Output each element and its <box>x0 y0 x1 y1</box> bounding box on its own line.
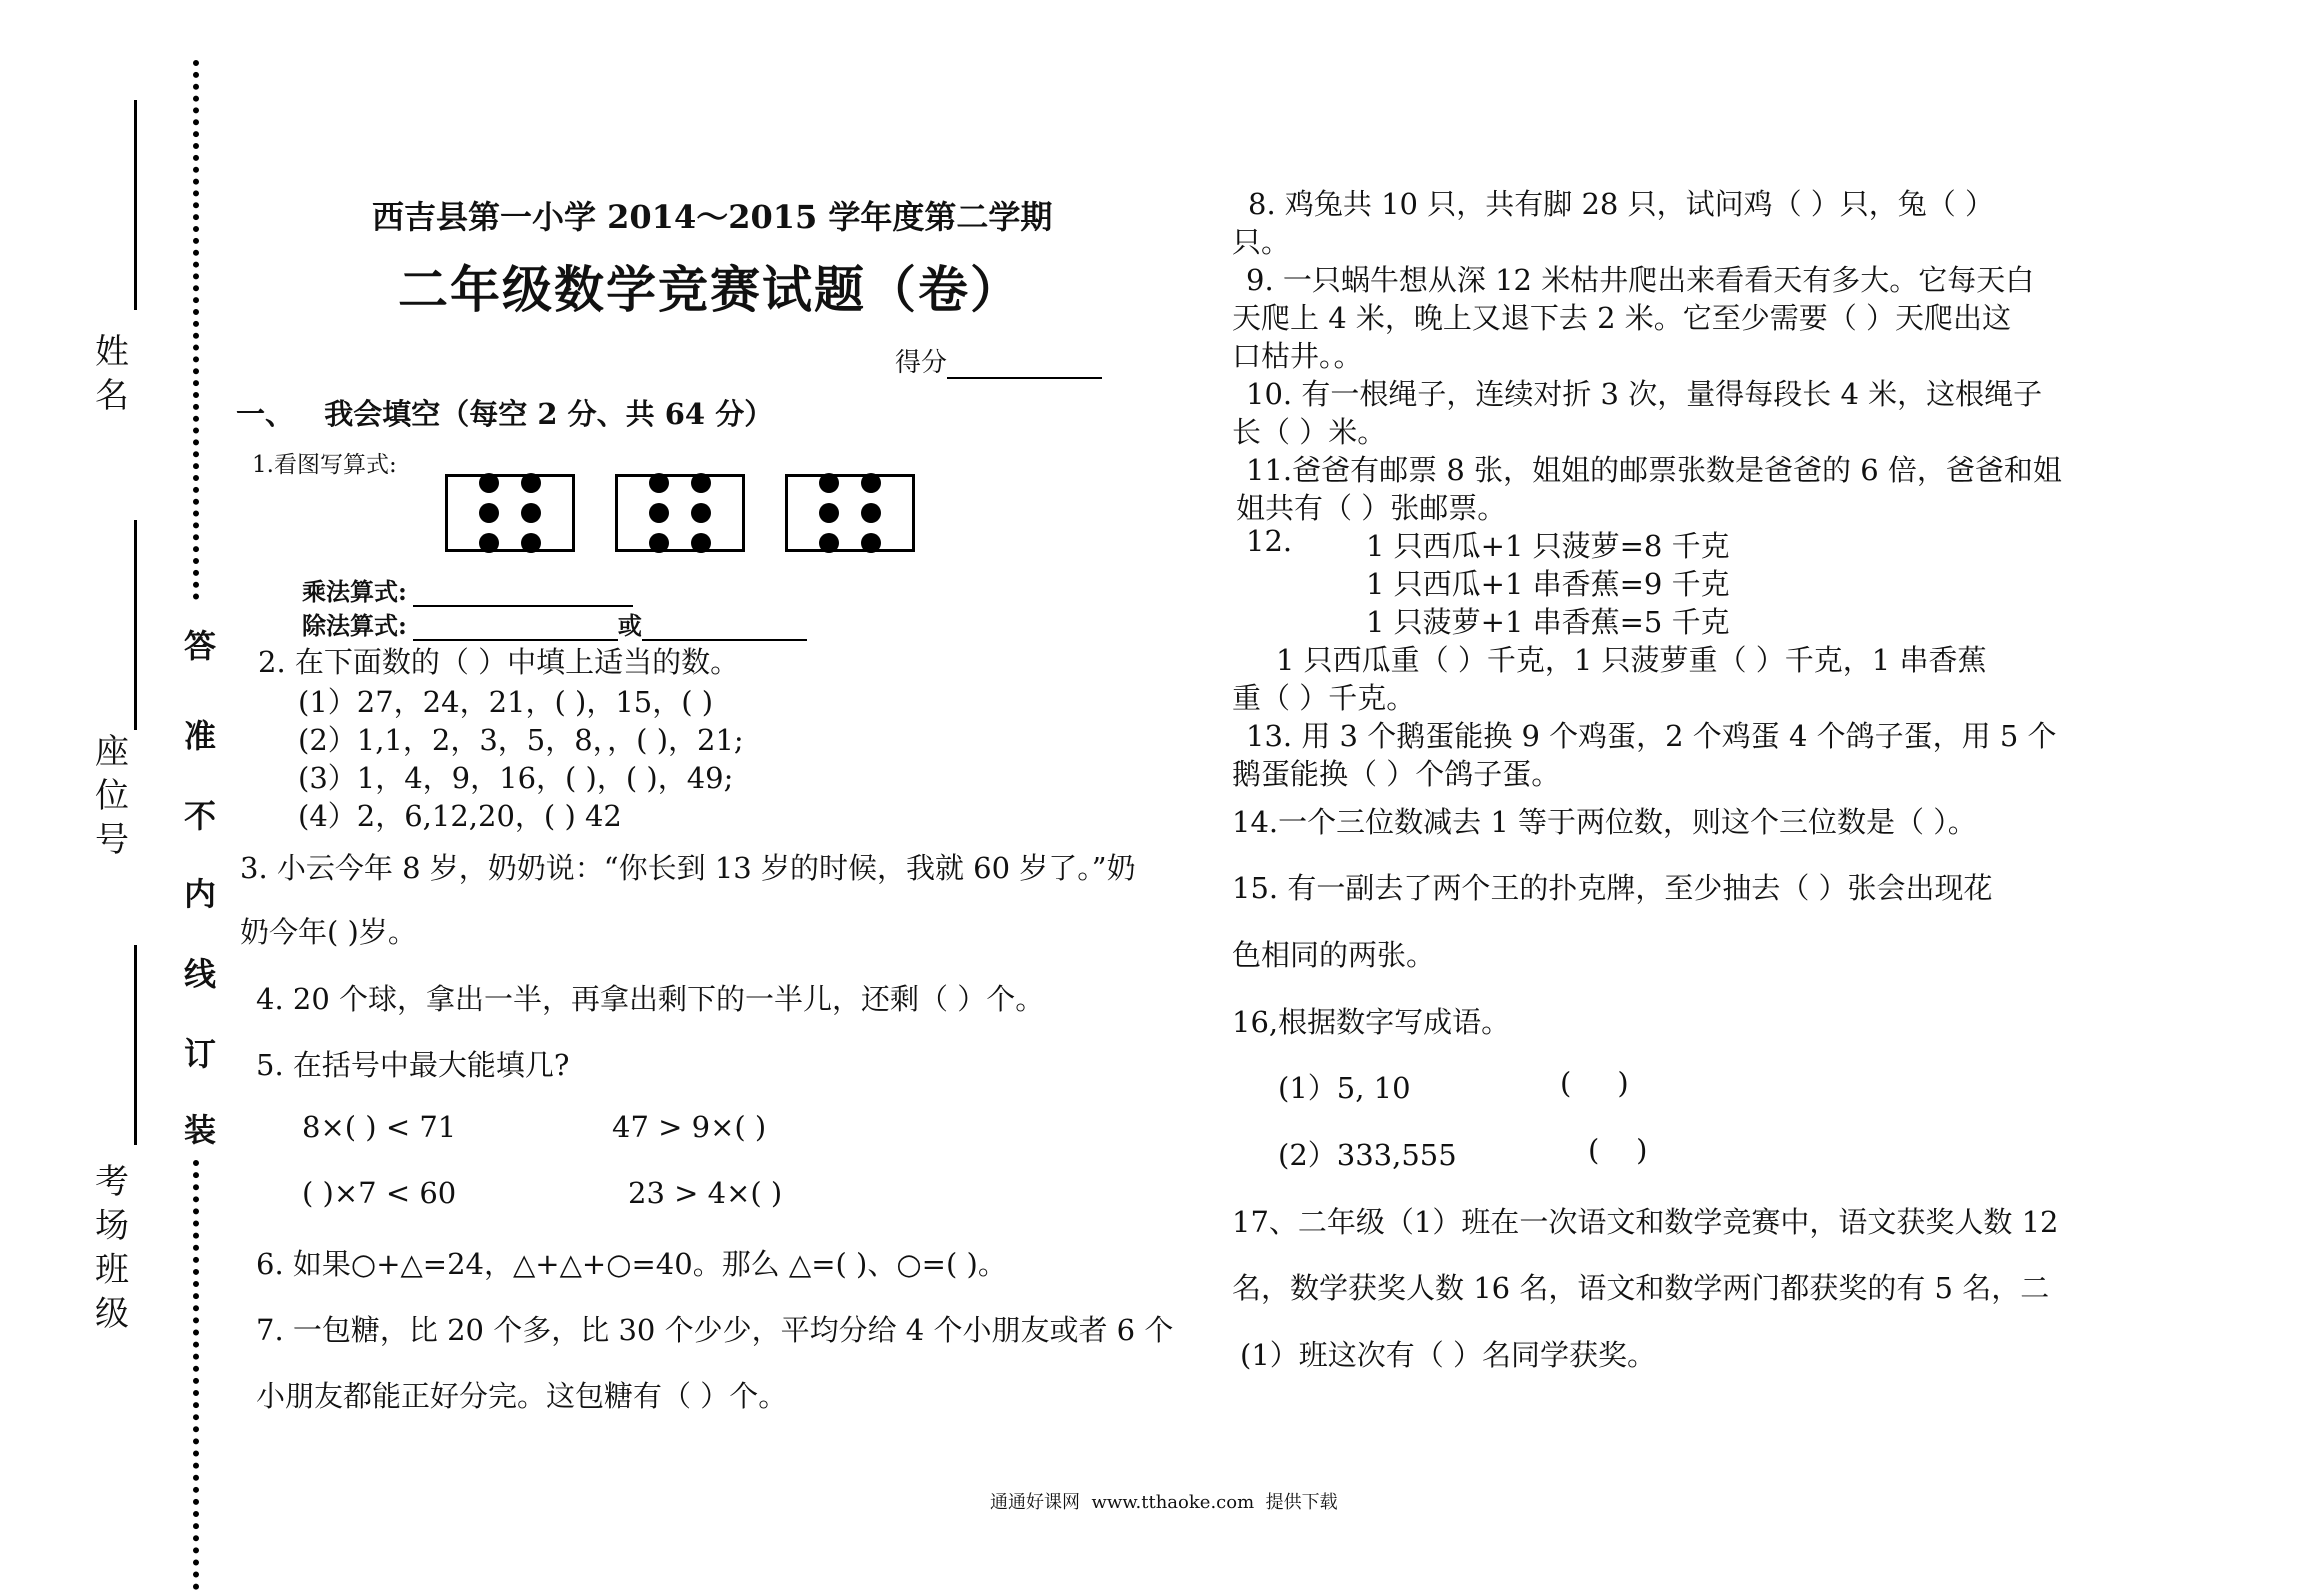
q10-line-1: 10. 有一根绳子，连续对折 3 次，量得每段长 4 米，这根绳子 <box>1246 377 2043 411</box>
seal-char-2: 准 <box>183 717 216 755</box>
q2-text: 2. 在下面数的（ ）中填上适当的数。 <box>258 645 740 679</box>
name-line <box>134 100 137 310</box>
q6-text: 6. 如果○+△=24，△+△+○=40。那么 △=( )、○=( )。 <box>256 1247 1007 1281</box>
footer-credit: 通通好课网 www.tthaoke.com 提供下载 <box>990 1492 1338 1513</box>
q8-line-2: 只。 <box>1232 225 1291 259</box>
q7-line-2: 小朋友都能正好分完。这包糖有（ ）个。 <box>256 1379 788 1413</box>
q5-item-1a: 8×( ) < 71 <box>302 1110 457 1144</box>
dot-group-3 <box>785 474 915 552</box>
q8-line-1: 8. 鸡兔共 10 只，共有脚 28 只，试问鸡（ ）只，兔（ ） <box>1248 187 1995 221</box>
q12-equation-3: 1 只菠萝+1 串香蕉=5 千克 <box>1366 605 1730 639</box>
q5-text: 5. 在括号中最大能填几? <box>256 1048 570 1082</box>
q1-division-row <box>302 606 807 641</box>
q12-number: 12. <box>1246 524 1293 558</box>
seal-char-5: 线 <box>183 955 216 993</box>
q3-line-2: 奶今年( )岁。 <box>240 915 417 949</box>
q5-item-1b: 47 > 9×( ) <box>612 1110 767 1144</box>
q11-line-1: 11.爸爸有邮票 8 张，姐姐的邮票张数是爸爸的 6 倍，爸爸和姐 <box>1246 453 2062 487</box>
seal-char-3: 不 <box>183 797 216 835</box>
q1-mult-label: 乘法算式: <box>302 577 407 606</box>
q16-item-2a: (2）333,555 <box>1278 1138 1457 1172</box>
q11-line-2: 姐共有（ ）张邮票。 <box>1236 491 1507 525</box>
exam-title: 二年级数学竞赛试题（卷） <box>398 260 1022 319</box>
q15-line-2: 色相同的两张。 <box>1232 938 1436 972</box>
q3-line-1: 3. 小云今年 8 岁，奶奶说：“你长到 13 岁的时候，我就 60 岁了。”奶 <box>240 851 1136 885</box>
q17-line-3: (1）班这次有（ ）名同学获奖。 <box>1240 1338 1656 1372</box>
q14-text: 14.一个三位数减去 1 等于两位数，则这个三位数是（ ）。 <box>1232 805 1977 839</box>
seal-char-7: 装 <box>183 1111 216 1149</box>
q2-item-2: (2）1,1，2，3，5，8，，( )，21; <box>298 723 744 757</box>
q16-item-1b: ( ) <box>1560 1066 1629 1100</box>
q5-item-2a: ( )×7 < 60 <box>302 1176 457 1210</box>
q12-question-line-1: 1 只西瓜重（ ）千克，1 只菠萝重（ ）千克，1 串香蕉 <box>1276 643 1987 677</box>
q1-div-label: 除法算式: <box>302 611 407 640</box>
seal-char-6: 订 <box>183 1035 216 1073</box>
q13-line-2: 鹅蛋能换（ ）个鸽子蛋。 <box>1232 757 1561 791</box>
score-field <box>895 342 1102 379</box>
q17-line-2: 名，数学获奖人数 16 名，语文和数学两门都获奖的有 5 名，二 <box>1232 1271 2050 1305</box>
q16-item-2b: ( ) <box>1588 1133 1648 1167</box>
q2-item-4: (4）2，6,12,20，( ) 42 <box>298 799 622 833</box>
q1-multiplication-row <box>302 572 633 607</box>
q12-equation-2: 1 只西瓜+1 串香蕉=9 千克 <box>1366 567 1730 601</box>
q1-or-label: 或 <box>617 611 642 640</box>
q9-line-3: 口枯井。。 <box>1232 339 1363 373</box>
class-line <box>134 945 137 1145</box>
q5-item-2b: 23 > 4×( ) <box>628 1176 783 1210</box>
q17-line-1: 17、二年级（1）班在一次语文和数学竞赛中，语文获奖人数 12 <box>1232 1205 2059 1239</box>
school-term-heading: 西吉县第一小学 2014～2015 学年度第二学期 <box>372 198 1053 236</box>
score-blank[interactable] <box>947 351 1102 379</box>
q16-text: 16,根据数字写成语。 <box>1232 1005 1511 1039</box>
q1-div-blank-1[interactable] <box>413 613 618 641</box>
binding-dotted-line-top <box>193 60 199 600</box>
binding-dotted-line-bottom <box>193 1160 199 1590</box>
q4-text: 4. 20 个球，拿出一半，再拿出剩下的一半儿，还剩（ ）个。 <box>256 982 1045 1016</box>
q12-equation-1: 1 只西瓜+1 只菠萝=8 千克 <box>1366 529 1730 563</box>
seat-label: 座位号 <box>95 732 129 860</box>
q2-item-3: (3）1，4，9，16，( )，( )，49; <box>298 761 734 795</box>
seal-char-4: 内 <box>183 875 216 913</box>
section-heading: 一、 我会填空（每空 2 分、共 64 分） <box>236 397 774 431</box>
score-label: 得分 <box>895 348 948 378</box>
q12-question-line-2: 重（ ）千克。 <box>1232 681 1416 715</box>
q9-line-2: 天爬上 4 米，晚上又退下去 2 米。它至少需要（ ）天爬出这 <box>1232 301 2011 335</box>
seat-line <box>134 520 137 730</box>
q15-line-1: 15. 有一副去了两个王的扑克牌，至少抽去（ ）张会出现花 <box>1232 871 1993 905</box>
q2-item-1: (1）27，24，21，( )，15，( ) <box>298 685 714 719</box>
q1-label: 1.看图写算式: <box>252 452 397 478</box>
q1-div-blank-2[interactable] <box>642 613 807 641</box>
class-label: 考场班级 <box>95 1162 129 1334</box>
name-label: 姓名 <box>95 332 129 416</box>
q7-line-1: 7. 一包糖，比 20 个多，比 30 个少少，平均分给 4 个小朋友或者 6 个 <box>256 1313 1174 1347</box>
q1-mult-blank[interactable] <box>413 579 633 607</box>
q13-line-1: 13. 用 3 个鹅蛋能换 9 个鸡蛋，2 个鸡蛋 4 个鸽子蛋，用 5 个 <box>1246 719 2057 753</box>
dot-group-1 <box>445 474 575 552</box>
dot-group-2 <box>615 474 745 552</box>
q10-line-2: 长（ ）米。 <box>1232 415 1387 449</box>
q16-item-1a: (1）5, 10 <box>1278 1071 1411 1105</box>
seal-char-1: 答 <box>183 627 216 665</box>
q9-line-1: 9. 一只蜗牛想从深 12 米枯井爬出来看看天有多大。它每天白 <box>1246 263 2035 297</box>
